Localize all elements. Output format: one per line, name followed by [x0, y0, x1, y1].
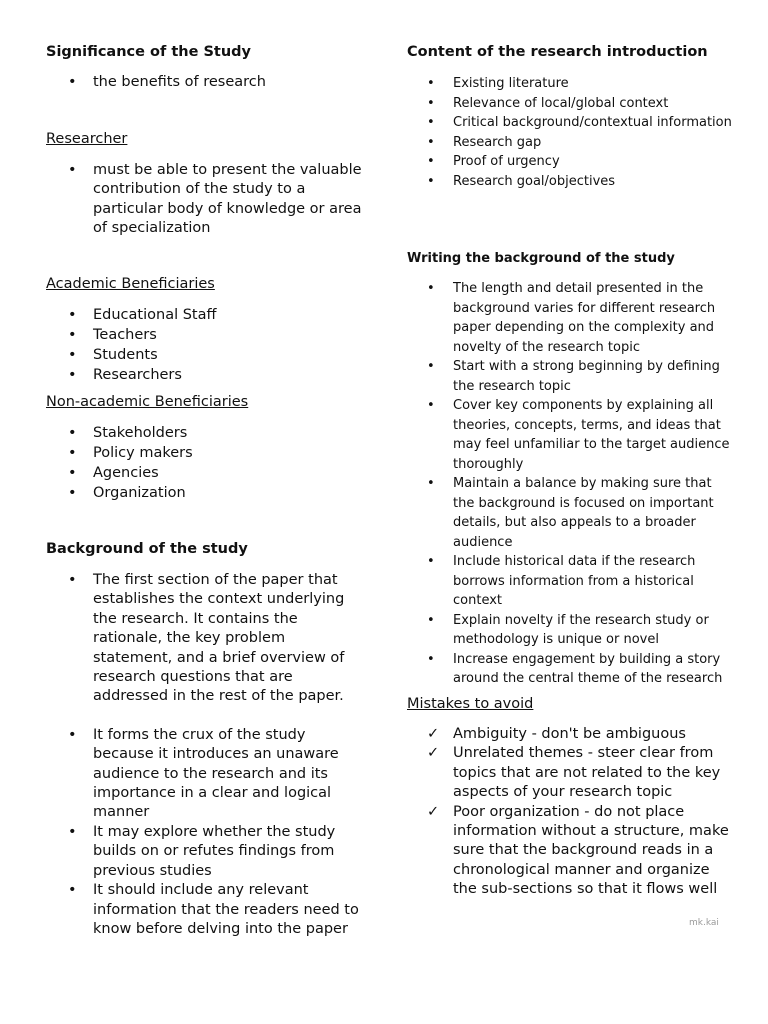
list-item: • Research goal/objectives [407, 172, 732, 192]
researcher-heading: Researcher [46, 131, 128, 147]
list-item: • Organization [46, 483, 193, 503]
significance-heading: Significance of the Study [46, 44, 251, 60]
list-item: ✓ Unrelated themes - steer clear from topics that are not related to the key aspects of your research topic [407, 744, 737, 802]
researcher-list [46, 161, 366, 239]
list-item: • Proof of urgency [407, 152, 732, 172]
background-heading: Background of the study [46, 541, 248, 557]
list-item: • Educational Staff [46, 305, 216, 325]
list-item: • Explain novelty if the research study or methodology is unique or novel [407, 611, 737, 650]
list-item: • It forms the crux of the study because it introduces an unaware audience to the research and its importance in a clear and logical manner [46, 726, 366, 823]
list-item: • Cover key components by explaining all theories, concepts, terms, and ideas that may feel unfamiliar to the target audience thoroughly [407, 396, 737, 474]
list-item: • Students [46, 345, 216, 365]
academic-heading: Academic Beneficiaries [46, 276, 215, 292]
writing-list [407, 279, 737, 689]
watermark-text: mk.kai [689, 918, 719, 928]
academic-list [46, 305, 216, 385]
list-item: ✓ Poor organization - do not place information without a structure, make sure that the background reads in a chronological manner and organize the sub-sections so that it flows well [407, 803, 737, 900]
list-item: • The length and detail presented in the background varies for different research paper depending on the complexity and novelty of the research topic [407, 279, 737, 357]
list-item: • Existing literature [407, 74, 732, 94]
significance-list [46, 73, 266, 92]
content-heading: Content of the research introduction [407, 44, 708, 60]
background-list [46, 571, 366, 939]
list-item: • It may explore whether the study builds on or refutes findings from previous studies [46, 823, 366, 881]
list-item: • Teachers [46, 325, 216, 345]
writing-heading: Writing the background of the study [407, 251, 675, 266]
non-academic-list [46, 423, 193, 503]
list-item: • Researchers [46, 365, 216, 385]
list-item: • It should include any relevant information that the readers need to know before delving into the paper [46, 881, 366, 939]
list-item: • must be able to present the valuable contribution of the study to a particular body of knowledge or area of specialization [46, 161, 366, 239]
list-item: • Increase engagement by building a story around the central theme of the research [407, 650, 737, 689]
list-item: • Include historical data if the research borrows information from a historical context [407, 552, 737, 611]
content-list [407, 74, 732, 191]
list-item: • Start with a strong beginning by defining the research topic [407, 357, 737, 396]
mistakes-list [407, 725, 737, 900]
non-academic-heading: Non-academic Beneficiaries [46, 394, 249, 410]
list-item: • Policy makers [46, 443, 193, 463]
list-item: • Stakeholders [46, 423, 193, 443]
list-item: • The first section of the paper that establishes the context underlying the research. It contains the rationale, the key problem statement, and a brief overview of research questions that are addressed in the rest of the paper. [46, 571, 366, 707]
list-item: • Maintain a balance by making sure that the background is focused on important details, but also appeals to a broader audience [407, 474, 737, 552]
mistakes-heading: Mistakes to avoid [407, 696, 534, 712]
list-item: • Research gap [407, 133, 732, 153]
list-item: ✓ Ambiguity - don't be ambiguous [407, 725, 737, 744]
list-item: • Agencies [46, 463, 193, 483]
list-item: • Relevance of local/global context [407, 94, 732, 114]
list-item: • Critical background/contextual information [407, 113, 732, 133]
list-item: • the benefits of research [46, 73, 266, 92]
